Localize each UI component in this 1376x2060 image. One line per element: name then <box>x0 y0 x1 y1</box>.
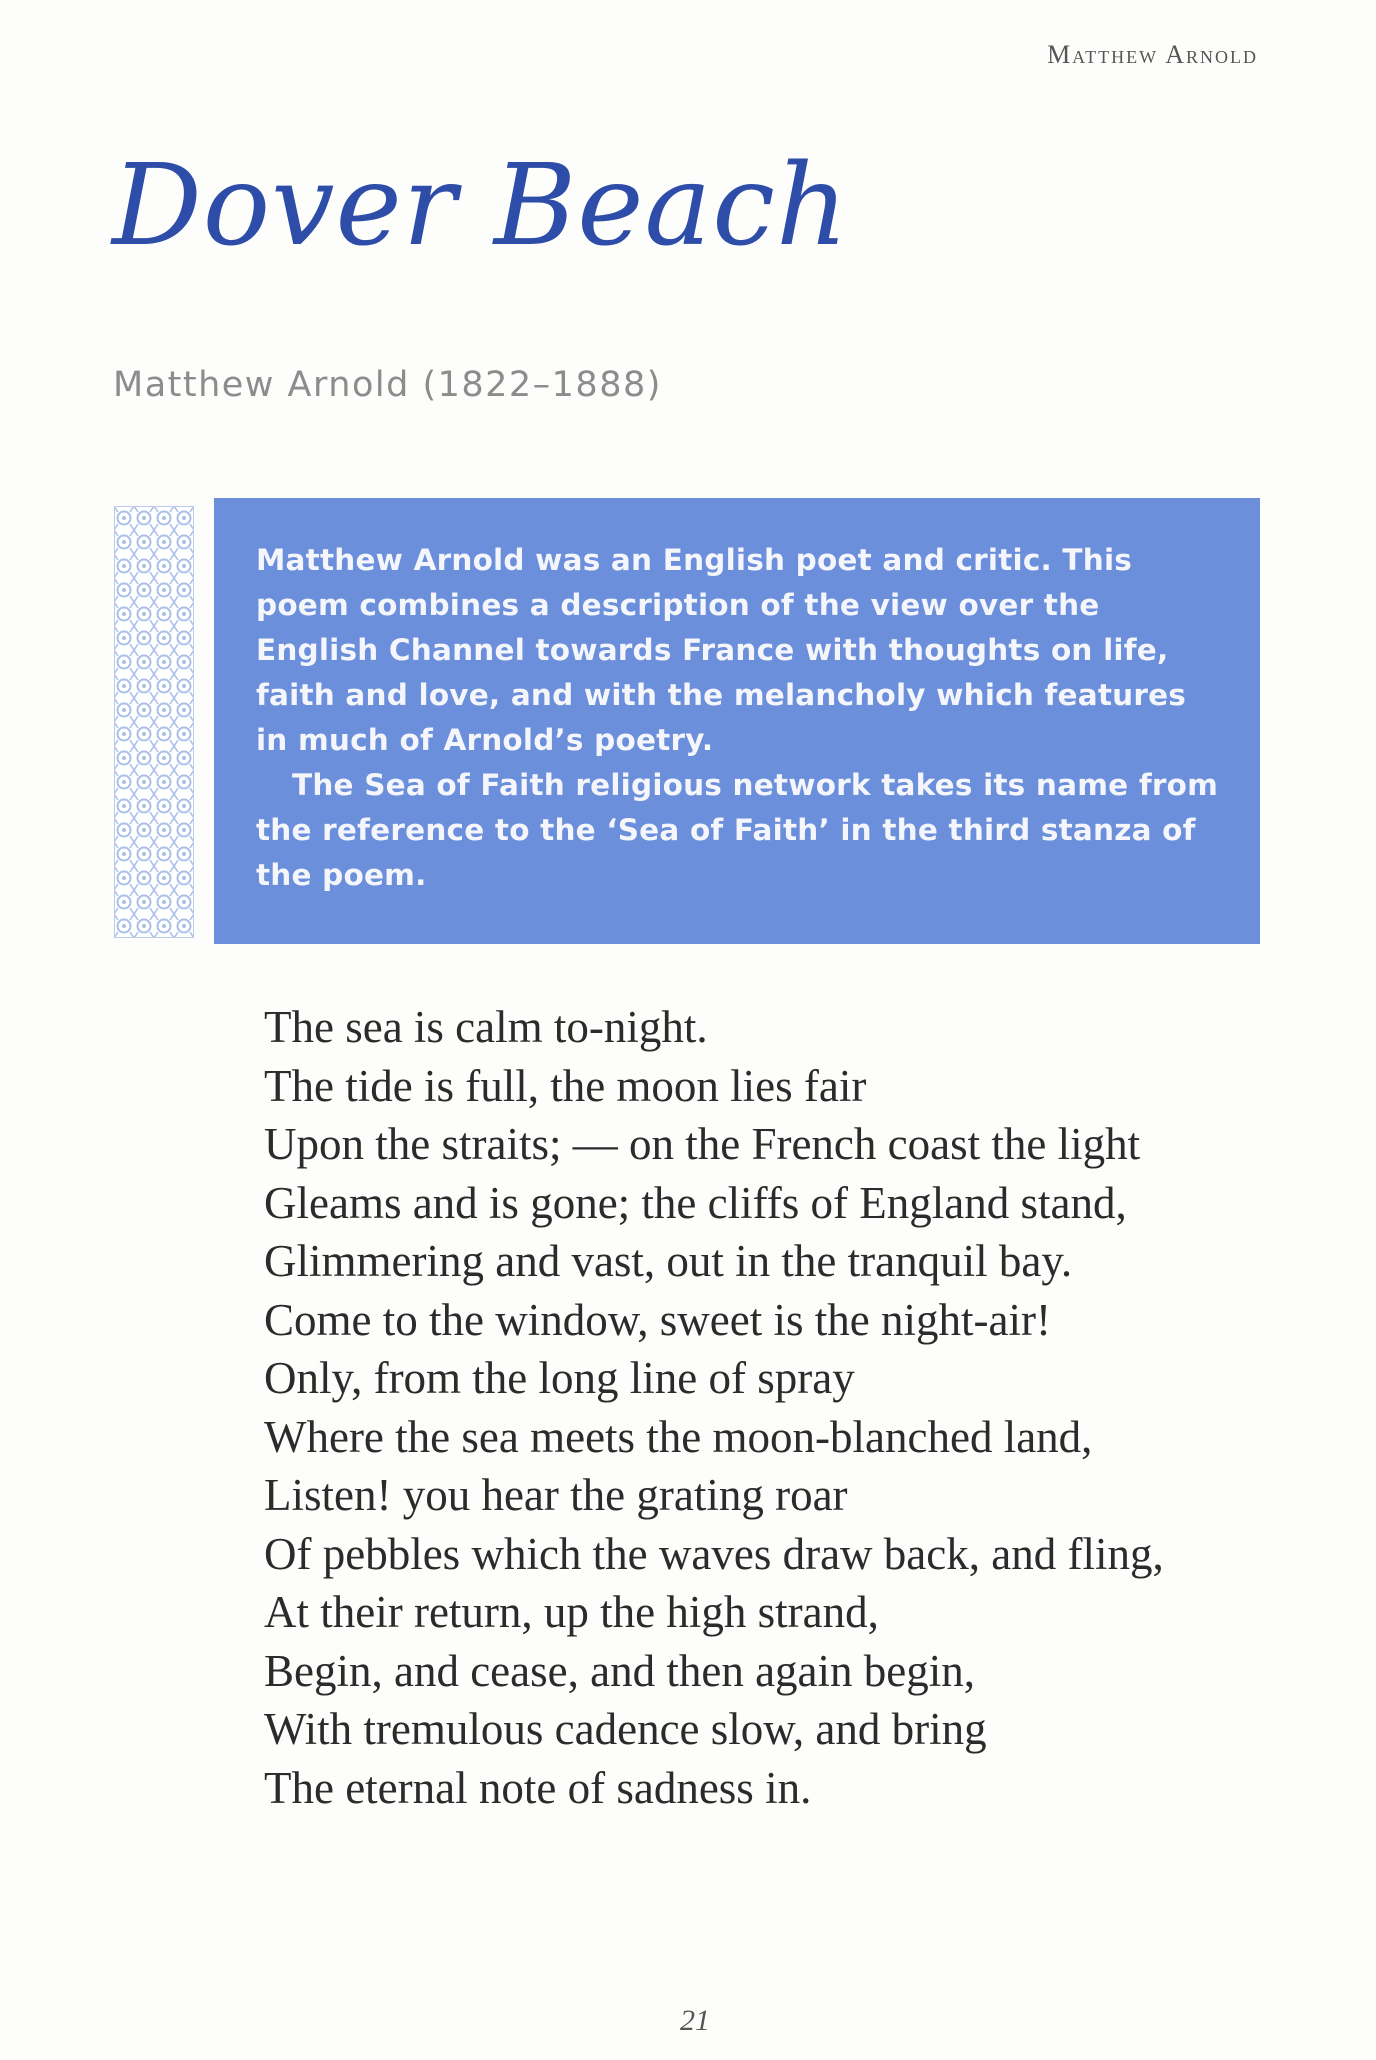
poem-line: Of pebbles which the waves draw back, and fling, <box>264 1528 1164 1579</box>
poem-line: With tremulous cadence slow, and bring <box>264 1704 987 1754</box>
poem-line: Listen! you hear the grating roar <box>264 1470 848 1520</box>
poem-line: The tide is full, the moon lies fair <box>264 1060 867 1111</box>
decorative-border-ornament <box>114 506 194 938</box>
poem-line: Upon the straits; — on the French coast the light <box>264 1119 1141 1169</box>
intro-paragraph-1: Matthew Arnold was an English poet and critic. This poem combines a description of the view over the English Channel towards France with thoughts on life, faith and love, and with the melancholy which features in much of Arnold’s poetry. <box>256 543 1187 757</box>
poem-line: Glimmering and vast, out in the tranquil bay. <box>264 1236 1073 1286</box>
running-head: Matthew Arnold <box>1047 40 1258 69</box>
poem-line: The eternal note of sadness in. <box>264 1762 812 1813</box>
poem-line: At their return, up the high strand, <box>264 1587 879 1637</box>
intro-paragraph-2: The Sea of Faith religious network takes its name from the reference to the ‘Sea of Faith’ in the third stanza of the poem. <box>256 768 1219 892</box>
poem-line: Where the sea meets the moon-blanched land, <box>264 1411 1093 1462</box>
poem-line: Begin, and cease, and then again begin, <box>264 1645 975 1696</box>
poem-line: Gleams and is gone; the cliffs of England stand, <box>264 1177 1127 1228</box>
intro-section <box>114 498 1260 944</box>
poem-line: Come to the window, sweet is the night-air! <box>264 1294 1051 1345</box>
intro-box <box>214 498 1260 944</box>
poem-title: Dover Beach <box>112 141 850 271</box>
poem-line: The sea is calm to-night. <box>264 1002 708 1052</box>
poem-line: Only, from the long line of spray <box>264 1353 855 1403</box>
poem-stanza <box>264 998 1164 1817</box>
author-line: Matthew Arnold (1822–1888) <box>113 365 662 405</box>
page-number: 21 <box>680 2004 710 2037</box>
